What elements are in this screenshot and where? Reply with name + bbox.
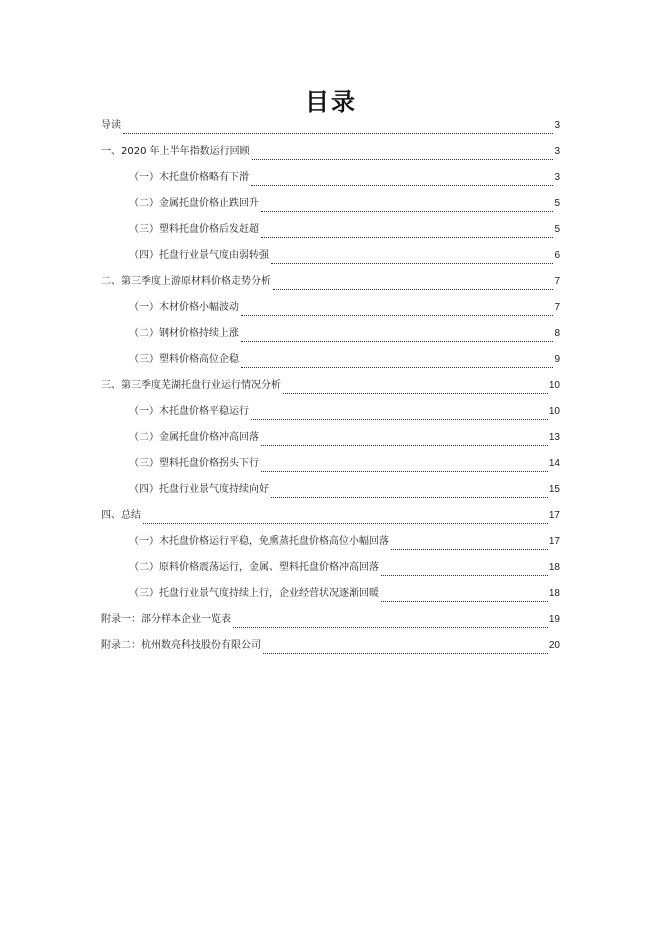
toc-entry-label: （三）塑料托盘价格拐头下行: [129, 458, 259, 469]
toc-entry-label: （二）钢材价格持续上涨: [129, 328, 239, 339]
toc-entry-label: （一）木托盘价格略有下滑: [129, 172, 249, 183]
toc-entry-label: 一、2020 年上半年指数运行回顾: [101, 146, 250, 157]
toc-entry[interactable]: [101, 326, 560, 352]
toc-entry-page-number: 14: [548, 458, 560, 469]
toc-entry-page-number: 18: [548, 562, 560, 573]
toc-entry-label: （三）塑料托盘价格后发赶超: [129, 224, 259, 235]
dot-leader: [271, 262, 553, 264]
toc-entry[interactable]: [101, 352, 560, 378]
dot-leader: [261, 444, 548, 446]
toc-entry[interactable]: [101, 534, 560, 560]
toc-entry-label: （四）托盘行业景气度持续向好: [129, 484, 269, 495]
toc-entry-page-number: 3: [554, 172, 560, 183]
toc-entry[interactable]: [101, 248, 560, 274]
toc-entry-label: （二）金属托盘价格止跌回升: [129, 198, 259, 209]
dot-leader: [261, 236, 553, 238]
toc-entry-page-number: 6: [554, 250, 560, 261]
toc-entry-page-number: 3: [554, 120, 560, 131]
toc-entry-label: 导读: [101, 120, 121, 131]
toc-entry[interactable]: [101, 612, 560, 638]
toc-entry[interactable]: [101, 638, 560, 664]
toc-entry[interactable]: [101, 404, 560, 430]
dot-leader: [241, 314, 553, 316]
dot-leader: [241, 340, 553, 342]
dot-leader: [233, 626, 548, 628]
toc-entry[interactable]: [101, 482, 560, 508]
toc-entry-page-number: 18: [548, 588, 560, 599]
toc-entry-label: 附录一：部分样本企业一览表: [101, 614, 231, 625]
toc-entry-page-number: 15: [548, 484, 560, 495]
toc-entry[interactable]: [101, 586, 560, 612]
toc-entry-page-number: 3: [554, 146, 560, 157]
dot-leader: [381, 600, 548, 602]
toc-entry-label: 二、第三季度上游原材料价格走势分析: [101, 276, 271, 287]
toc-entry-label: （一）木材价格小幅波动: [129, 302, 239, 313]
toc-entry[interactable]: [101, 118, 560, 144]
toc-entry-label: 附录二：杭州数亮科技股份有限公司: [101, 640, 261, 651]
toc-entry-page-number: 10: [548, 406, 560, 417]
toc-entry-label: （一）木托盘价格平稳运行: [129, 406, 249, 417]
toc-entry-page-number: 7: [554, 302, 560, 313]
toc-entry-label: （一）木托盘价格运行平稳，免熏蒸托盘价格高位小幅回落: [129, 536, 389, 547]
toc-entry[interactable]: [101, 222, 560, 248]
dot-leader: [241, 366, 553, 368]
dot-leader: [123, 132, 553, 134]
toc-entry[interactable]: [101, 170, 560, 196]
toc-entry-page-number: 17: [548, 536, 560, 547]
toc-entry-page-number: 10: [548, 380, 560, 391]
toc-entry-page-number: 7: [554, 276, 560, 287]
toc-entry-page-number: 8: [554, 328, 560, 339]
toc-entry[interactable]: [101, 300, 560, 326]
dot-leader: [273, 288, 553, 290]
toc-entry[interactable]: [101, 508, 560, 534]
toc-entry[interactable]: [101, 196, 560, 222]
dot-leader: [381, 574, 548, 576]
toc-entry-label: （三）塑料价格高位企稳: [129, 354, 239, 365]
toc-entry-page-number: 19: [548, 614, 560, 625]
toc-entry-page-number: 20: [548, 640, 560, 651]
dot-leader: [283, 392, 548, 394]
toc-entry-page-number: 13: [548, 432, 560, 443]
toc-entry-label: 三、第三季度芜湖托盘行业运行情况分析: [101, 380, 281, 391]
toc-entry-page-number: 5: [554, 198, 560, 209]
toc-entry[interactable]: [101, 144, 560, 170]
toc-entry[interactable]: [101, 430, 560, 456]
toc-entry-page-number: 9: [554, 354, 560, 365]
dot-leader: [251, 184, 553, 186]
toc-entry-label: （四）托盘行业景气度由弱转强: [129, 250, 269, 261]
toc-entry-label: （三）托盘行业景气度持续上行，企业经营状况逐渐回暖: [129, 588, 379, 599]
toc-entry[interactable]: [101, 456, 560, 482]
toc-list: [101, 118, 560, 664]
dot-leader: [271, 496, 548, 498]
dot-leader: [251, 418, 548, 420]
dot-leader: [261, 470, 548, 472]
toc-entry[interactable]: [101, 560, 560, 586]
dot-leader: [143, 522, 548, 524]
toc-entry-page-number: 5: [554, 224, 560, 235]
dot-leader: [252, 158, 554, 160]
dot-leader: [263, 652, 548, 654]
toc-entry-page-number: 17: [548, 510, 560, 521]
dot-leader: [261, 210, 553, 212]
toc-entry[interactable]: [101, 378, 560, 404]
toc-entry-label: （二）金属托盘价格冲高回落: [129, 432, 259, 443]
toc-entry-label: 四、总结: [101, 510, 141, 521]
toc-title: 目录: [305, 88, 357, 116]
toc-entry[interactable]: [101, 274, 560, 300]
dot-leader: [391, 548, 548, 550]
toc-entry-label: （二）原料价格震荡运行，金属、塑料托盘价格冲高回落: [129, 562, 379, 573]
